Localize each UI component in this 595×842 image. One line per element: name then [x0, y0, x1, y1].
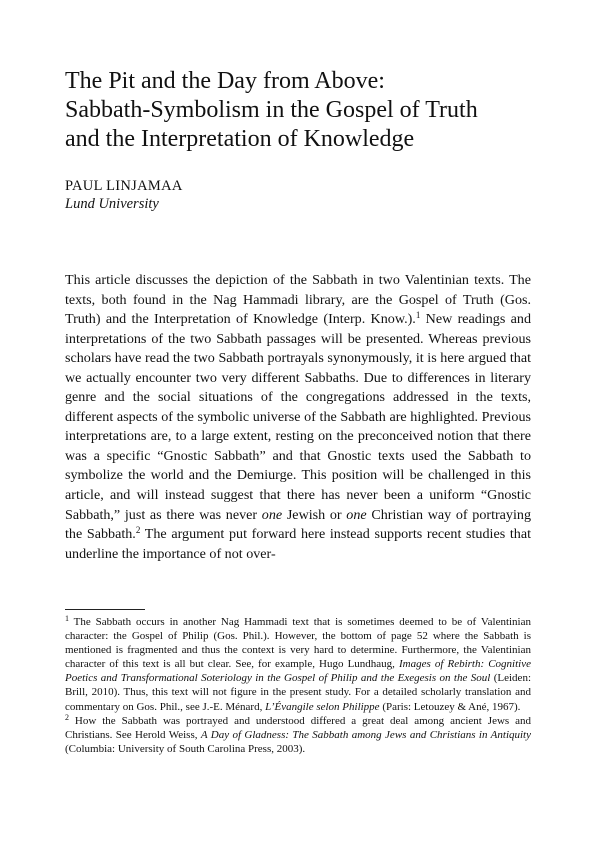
title-line: Sabbath-Symbolism in the Gospel of Truth: [65, 97, 478, 123]
title-line: and the Interpretation of Knowledge: [65, 126, 415, 152]
footnote-text: (Leiden: Brill, 2010). Thus, this text will not figure in the present study. For a detailed scholarly translation and commentary on Gos. Phil., see J.-E. Ménard,: [65, 672, 531, 713]
footnote-text: How the Sabbath was portrayed and understood differed a great deal among ancient Jews and Christians. See Herold Weiss,: [65, 714, 531, 741]
article-title: [65, 67, 535, 154]
footnotes: [65, 615, 531, 756]
footnote-marker: 2: [65, 712, 69, 722]
book-title: A Day of Gladness: The Sabbath among Jews and Christians in Antiquity: [200, 728, 531, 741]
body-text: The argument put forward here instead supports recent studies that underline the importance of not over-: [65, 526, 531, 562]
book-title: Images of Rebirth: Cognitive Poetics and Transformational Soteriology in the Gospel of Philip and the Exegesis on the Soul: [65, 658, 531, 685]
footnote-text: (Paris: Letouzey & Ané, 1967).: [379, 700, 521, 713]
abstract-paragraph: [65, 271, 531, 564]
title-line: The Pit and the Day from Above:: [65, 68, 385, 94]
footnote-2: [65, 714, 531, 756]
body-text: Jewish or: [282, 506, 347, 523]
body-text: This article discusses the depiction of the Sabbath in two Valentinian texts. The texts, both found in the Nag Hammadi library, are the Gospel of Truth (Gos. Truth) and the Interpretation of Knowledge (Interp. Know.).: [65, 272, 531, 328]
body-text: Christian way of portraying the Sabbath.: [65, 506, 531, 543]
emphasis: one: [261, 506, 283, 523]
author-name: PAUL LINJAMAA: [65, 178, 183, 194]
footnote-ref-2[interactable]: 2: [135, 525, 141, 536]
emphasis: one: [346, 506, 367, 523]
body-text: New readings and interpretations of the two Sabbath passages will be presented. Whereas previous scholars have read the two Sabbath portrayals synonymously, it is here argued that we actually encounter two very different Sabbaths. Due to differences in literary genre and the social situations of the congregations addressed in the texts, different aspects of the symbolic universe of the Sabbath are highlighted. Previous interpretations are, to a large extent, resting on the preconceived notion that there was a specific “Gnostic Sabbath” and that Gnostic texts used the Sabbath to symbolize the world and the Demiurge. This position will be challenged in this article, and will instead suggest that there has never been a uniform “Gnostic Sabbath,” just as there was never: [65, 311, 531, 523]
author-affiliation: Lund University: [65, 196, 159, 212]
footnote-marker: 1: [65, 614, 69, 623]
footnote-ref-1[interactable]: 1: [415, 310, 421, 321]
footnote-text: The Sabbath occurs in another Nag Hammadi text that is sometimes deemed to be of Valentinian character: the Gospel of Philip (Gos. Phil.). However, the bottom of page 52 where the Sabbath is mentioned is fragmented and thus the context is very hard to determine. Furthermore, the Valentinian character of this text is all but clear. See, for example, Hugo Lundhaug,: [65, 616, 531, 671]
footnote-1: [65, 615, 531, 714]
footnote-text: (Columbia: University of South Carolina Press, 2003).: [65, 742, 306, 755]
book-title: L’Évangile selon Philippe: [265, 700, 380, 713]
footnote-separator: [65, 609, 145, 610]
